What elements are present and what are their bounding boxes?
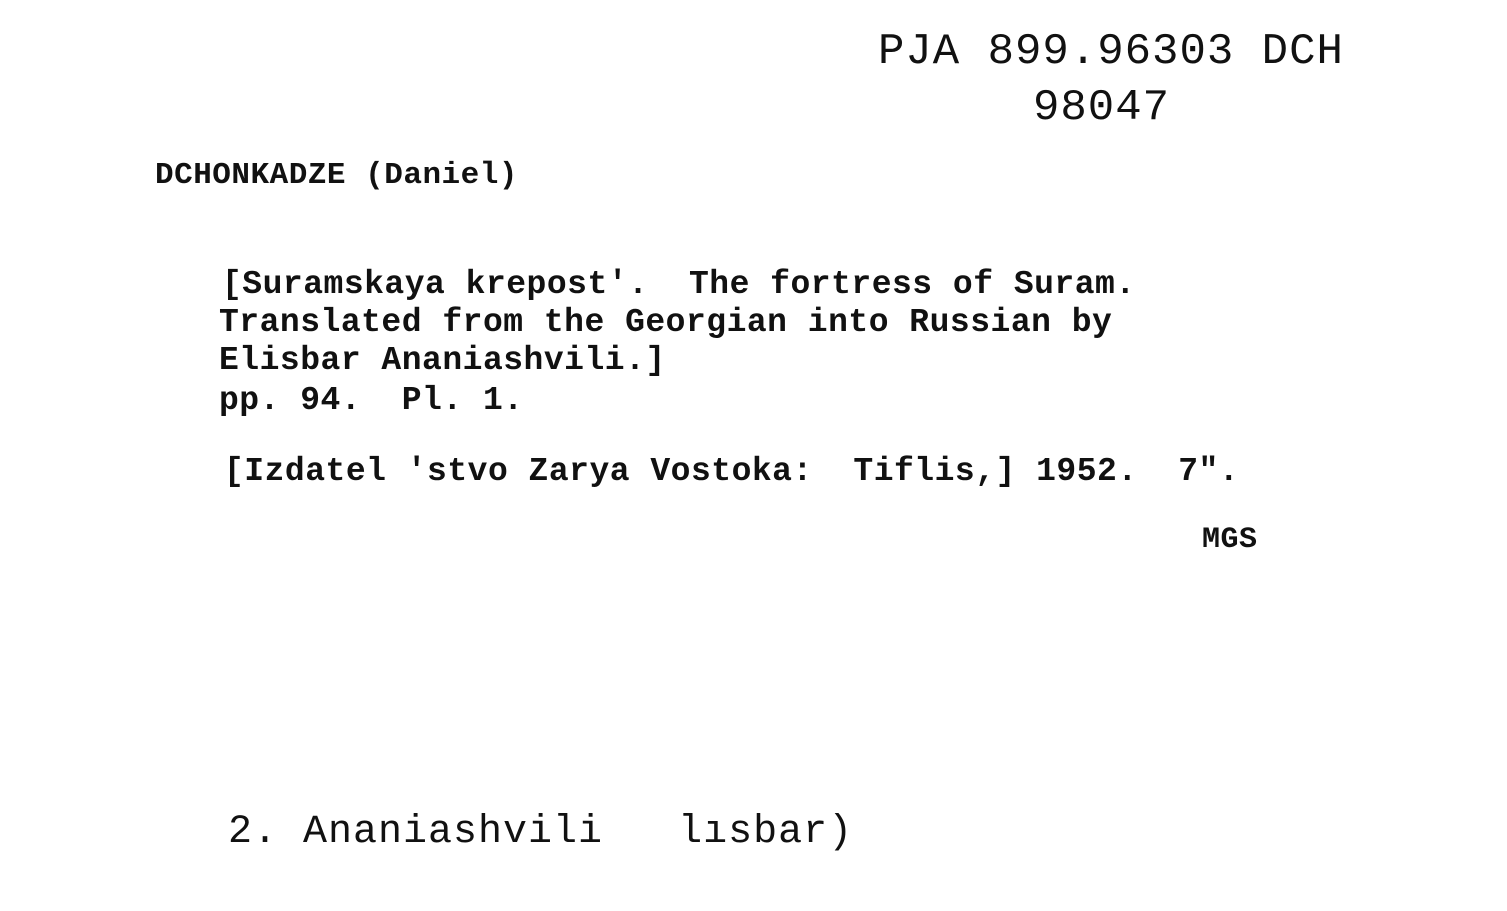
description-line-1: [Suramskaya krepost'. The fortress of Suram. bbox=[222, 266, 1136, 303]
description-line-3: Elisbar Ananiashvili.] bbox=[219, 342, 666, 379]
imprint-line: [Izdatel 'stvo Zarya Vostoka: Tiflis,] 1952. 7". bbox=[224, 453, 1240, 490]
description-line-4: pp. 94. Pl. 1. bbox=[219, 382, 524, 419]
author-heading: DCHONKADZE (Daniel) bbox=[155, 158, 518, 193]
call-number-line-2: 98047 bbox=[1033, 83, 1171, 133]
description-line-2: Translated from the Georgian into Russian by bbox=[219, 304, 1113, 341]
call-number-line-1: PJA 899.96303 DCH bbox=[878, 27, 1344, 77]
added-entry: 2. Ananiashvili lısbar) bbox=[228, 810, 854, 855]
cataloguer-initials: MGS bbox=[1202, 523, 1258, 557]
